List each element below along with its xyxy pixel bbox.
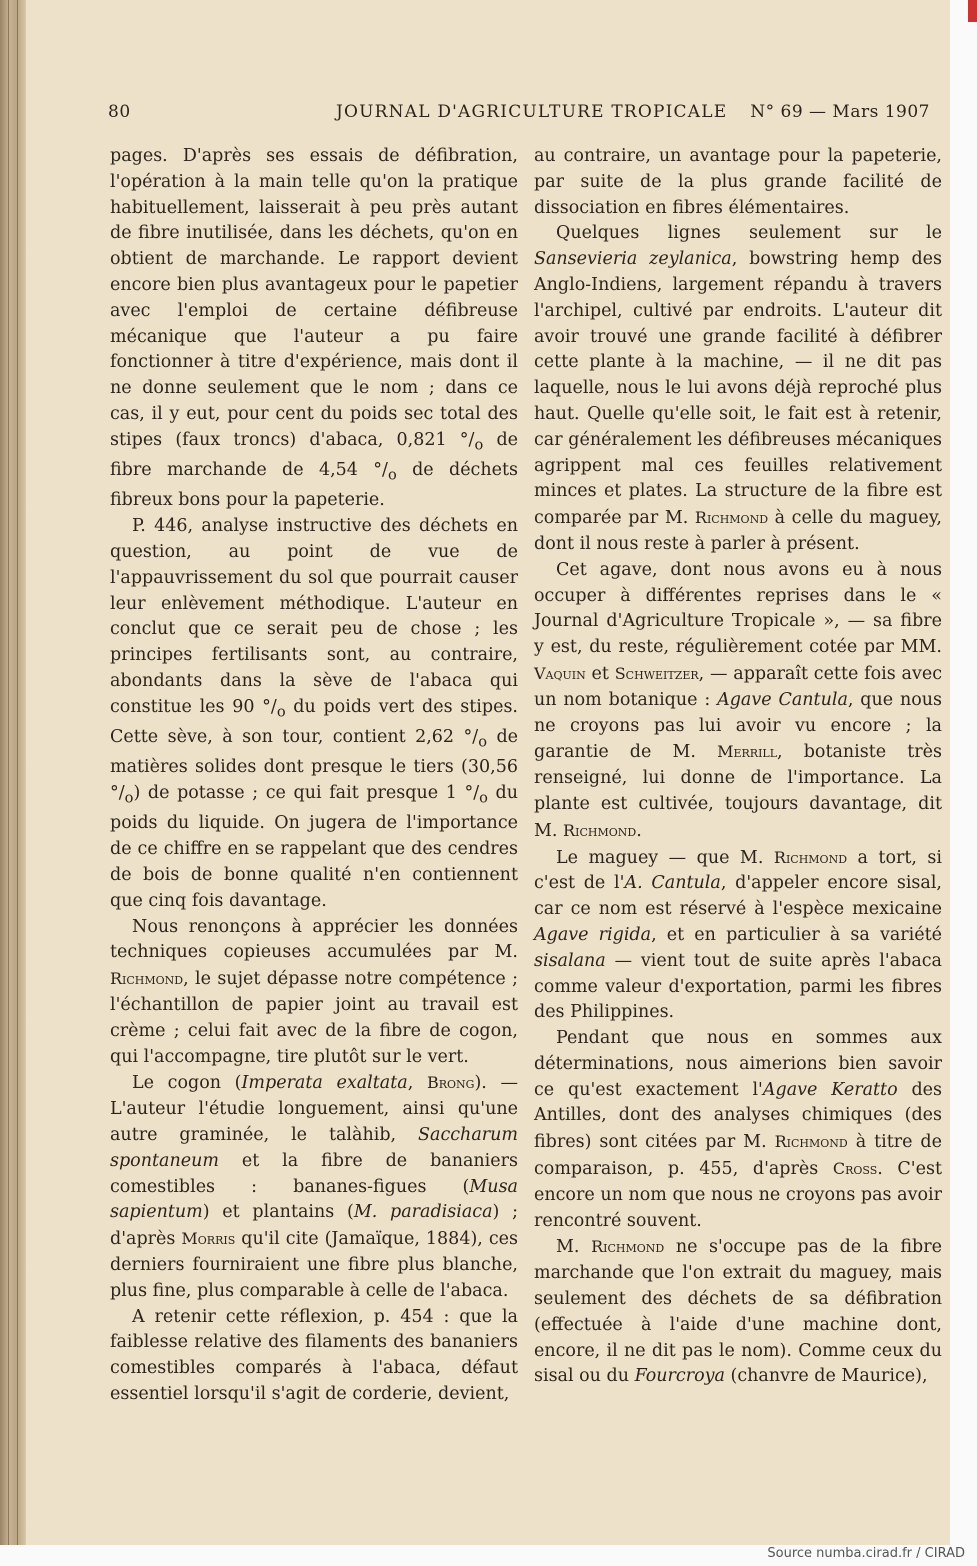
issue-info: N° 69 — Mars 1907 (750, 102, 930, 122)
binding-edge (17, 0, 18, 1545)
paragraph: Le cogon (Imperata exaltata, Brong). — L'auteur l'étudie longuement, ainsi qu'une autre graminée, le talàhib, Saccharum spontaneum et la fibre de bananiers comestibles : bananes-figues (Musa sapientum) et plantains (M. paradisiaca) ; d'après Morris qu'il cite (Jamaïque, 1884), ces derniers fourniraient une fibre plus blanche, plus fine, plus comparable à celle de l'abaca. (110, 1073, 519, 1301)
paragraph: Le maguey — que M. Richmond a tort, si c'est de l'A. Cantula, d'appeler encore sisal, car ce nom est réservé à l'espèce mexicaine Agave rigida, et en particulier à sa variété sisalana — vient tout de suite après l'abaca comme valeur d'exportation, parmi les fibres des Philippines. (534, 847, 942, 1023)
paragraph: A retenir cette réflexion, p. 454 : que la faiblesse relative des filaments des bananiers comestibles comparés à l'abaca, défaut essentiel lorsqu'il s'agit de corderie, devient, (110, 1306, 518, 1404)
book-binding (0, 0, 26, 1545)
left-column (110, 144, 518, 1408)
journal-title: JOURNAL D'AGRICULTURE TROPICALE (336, 102, 728, 122)
binding-edge (8, 0, 9, 1545)
paragraph: P. 446, analyse instructive des déchets en question, au point de vue de l'appauvrissement du sol que pourrait causer leur enlèvement méthodique. L'auteur en conclut que ce serait peu de chose ; les principes fertilisants sont, au contraire, abondants dans la sève de l'abaca qui constitue les 90 $^\circ/_o$ du poids vert des stipes. Cette sève, à son tour, contient 2,62 $^\circ/_o$ de matières solides dont presque le tiers (30,56 $^\circ/_o$) de potasse ; ce qui fait presque 1 $^\circ/_o$ du poids du liquide. On jugera de l'importance de ce chiffre en se rappelant que des cendres de bois de bonne qualité n'en contiennent que cinq fois davantage. (110, 516, 518, 911)
paragraph: pages. D'après ses essais de défibration, l'opération à la main telle qu'on la pratique habituellement, laisserait à peu près autant de fibre inutilisée, dans les déchets, qu'on en obtient de marchande. Le rapport devient encore bien plus avantageux pour le papetier avec l'emploi de certaine défibreuse mécanique que l'auteur a pu faire fonctionner à titre d'expérience, mais dont il ne donne seulement que le nom ; dans ce cas, il y eut, pour cent du poids sec total des stipes (faux troncs) d'abaca, 0,821 $^\circ/_o$ de fibre marchande de 4,54 $^\circ/_o$ de déchets fibreux bons pour la papeterie. (110, 146, 519, 511)
page-margin (950, 0, 977, 1545)
paragraph: Nous renonçons à apprécier les données techniques copieuses accumulées par M. Richmond, le sujet dépasse notre compétence ; l'échantillon de papier joint au travail est crème ; celui fait avec de la fibre de cogon, qui l'accompagne, tire plutôt sur le vert. (110, 916, 518, 1067)
source-credit: Source numba.cirad.fr / CIRAD (767, 1546, 965, 1561)
right-column (534, 144, 942, 1390)
running-header (96, 98, 936, 128)
edge-marker (968, 0, 977, 22)
paragraph: Cet agave, dont nous avons eu à nous occuper à différentes reprises dans le « Journal d'Agriculture Tropicale », — sa fibre y est, du reste, régulièrement cotée par MM. Vaquin et Schweitzer, — apparaît cette fois avec un nom botanique : Agave Cantula, que nous ne croyons pas lui avoir vu encore ; la garantie de M. Merrill, botaniste très renseigné, lui donne de l'importance. La plante est cultivée, toujours davantage, dit M. Richmond. (534, 559, 943, 841)
paragraph: Quelques lignes seulement sur le Sansevieria zeylanica, bowstring hemp des Anglo-Indiens, largement répandu à travers l'archipel, cultivé par endroits. L'auteur dit avoir trouvé une grande facilité à défibrer cette plante à la machine, — il ne dit pas laquelle, nous le lui avons déjà reproché plus haut. Quelle qu'elle soit, le fait est à retenir, car généralement les défibreuses mécaniques agrippent mal ces feuilles relativement minces et plates. La structure de la fibre est comparée par M. Richmond à celle du maguey, dont il nous reste à parler à présent. (534, 223, 942, 554)
paragraph: Pendant que nous en sommes aux déterminations, nous aimerions bien savoir ce qu'est exactement l'Agave Keratto des Antilles, dont des analyses chimiques (des fibres) sont citées par M. Richmond à titre de comparaison, p. 455, d'après Cross. C'est encore un nom que nous ne croyons pas avoir rencontré souvent. (534, 1028, 942, 1231)
page-number: 80 (108, 102, 131, 122)
paragraph: M. Richmond ne s'occupe pas de la fibre marchande que l'on extrait du maguey, mais seulement des déchets de sa défibration (effectuée à l'aide d'une machine dont, encore, il ne dit pas le nom). Comme ceux du sisal ou du Fourcroya (chanvre de Maurice), (534, 1237, 942, 1387)
paragraph: au contraire, un avantage pour la papeterie, par suite de la plus grande facilité de dissociation en fibres élémentaires. (534, 146, 942, 218)
